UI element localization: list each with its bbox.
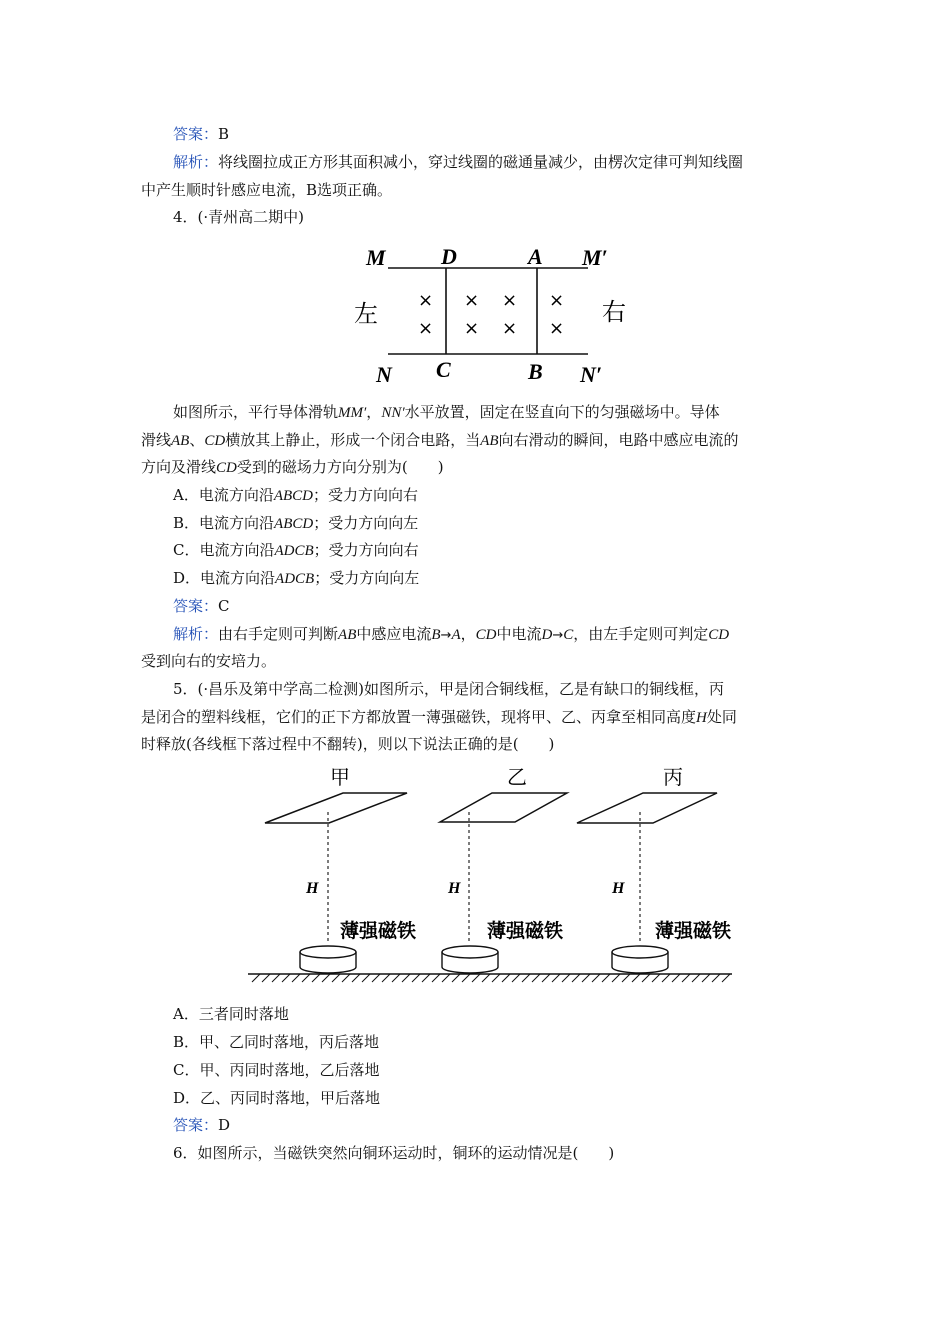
- q3-analysis-line1: [173, 152, 743, 172]
- q4-answer: [173, 596, 230, 616]
- label-n-prime: N′: [580, 362, 603, 385]
- q5-option-a: A．三者同时落地: [173, 1005, 289, 1023]
- magnet-label: 薄强磁铁: [340, 920, 417, 942]
- magnet-label: 薄强磁铁: [487, 920, 564, 942]
- label-b: B: [528, 359, 543, 384]
- frame-jia: [265, 793, 407, 823]
- q5-stem-line1: 5．(·昌乐及第中学高二检测)如图所示，甲是闭合铜线框，乙是有缺口的铜线框，丙: [173, 680, 725, 698]
- answer-label: 答案：: [173, 597, 219, 615]
- answer-value: D: [218, 1116, 231, 1134]
- q4-option-a: A．电流方向沿ABCD；受力方向向右: [173, 486, 419, 504]
- frame-bing: [577, 793, 717, 823]
- q5-option-c: C．甲、丙同时落地，乙后落地: [173, 1061, 380, 1079]
- q4-option-b: B．电流方向沿ABCD；受力方向向左: [173, 514, 419, 532]
- field-mark: ×: [549, 290, 565, 311]
- q4-option-d: D．电流方向沿ADCB；受力方向向左: [173, 569, 420, 587]
- frame-yi: [440, 793, 567, 822]
- height-label: H: [306, 880, 319, 897]
- answer-label: 答案：: [173, 1116, 219, 1134]
- height-label: H: [448, 880, 461, 897]
- q4-analysis-line2: 受到向右的安培力。: [141, 652, 277, 670]
- q6-stem: 6．如图所示，当磁铁突然向铜环运动时，铜环的运动情况是( ): [173, 1144, 615, 1162]
- magnet-label: 薄强磁铁: [655, 920, 732, 942]
- analysis-label: 解析：: [173, 153, 219, 171]
- answer-label: 答案：: [173, 125, 219, 143]
- q4-header: 4．(·青州高二期中): [173, 208, 305, 226]
- q5-answer: [173, 1115, 230, 1135]
- falling-frames-figure: [240, 760, 740, 992]
- q4-stem-line3: 方向及滑线CD受到的磁场力方向分别为( ): [141, 458, 444, 476]
- rail-figure: [350, 240, 640, 385]
- magnetic-field-marks: [418, 290, 564, 339]
- label-c: C: [436, 357, 451, 382]
- q5-stem-line3: 时释放(各线框下落过程中不翻转)，则以下说法正确的是( ): [141, 735, 555, 753]
- field-mark: ×: [464, 290, 480, 311]
- field-mark: ×: [418, 290, 434, 311]
- label-a: A: [528, 244, 543, 269]
- field-mark: ×: [502, 290, 518, 311]
- label-d: D: [441, 244, 457, 269]
- label-jia: 甲: [330, 765, 350, 789]
- answer-value: C: [218, 597, 230, 615]
- label-right: 右: [602, 298, 626, 326]
- analysis-text: 将线圈拉成正方形其面积减小，穿过线圈的磁通量减少，由楞次定律可判知线圈: [218, 153, 744, 171]
- q5-option-b: B．甲、乙同时落地，丙后落地: [173, 1033, 380, 1051]
- q5-option-d: D．乙、丙同时落地，甲后落地: [173, 1089, 381, 1107]
- field-mark: ×: [418, 318, 434, 339]
- label-n: N: [376, 362, 392, 385]
- label-m-prime: M′: [582, 245, 608, 270]
- q3-answer: [173, 124, 229, 144]
- label-bing: 丙: [663, 765, 683, 789]
- field-mark: ×: [502, 318, 518, 339]
- label-yi: 乙: [507, 765, 527, 789]
- q5-stem-line2: 是闭合的塑料线框，它们的正下方都放置一薄强磁铁，现将甲、乙、丙拿至相同高度H处同: [141, 708, 737, 726]
- ground-hatching: [252, 974, 730, 982]
- q4-analysis-line1: 解析：由右手定则可判断AB中感应电流B→A，CD中电流D→C，由左手定则可判定CD: [173, 625, 730, 643]
- q4-option-c: C．电流方向沿ADCB；受力方向向右: [173, 541, 419, 559]
- q4-stem-line2: 滑线AB、CD横放其上静止，形成一个闭合电路，当AB向右滑动的瞬间，电路中感应电流的: [141, 431, 739, 449]
- answer-value: B: [218, 125, 230, 143]
- field-mark: ×: [549, 318, 565, 339]
- height-label: H: [612, 880, 625, 897]
- q3-analysis-line2: 中产生顺时针感应电流，B选项正确。: [141, 181, 393, 199]
- label-left: 左: [354, 300, 378, 328]
- field-mark: ×: [464, 318, 480, 339]
- analysis-label: 解析：: [173, 625, 219, 643]
- label-m: M: [366, 245, 386, 270]
- q4-stem-line1: 如图所示，平行导体滑轨MM′，NN′水平放置，固定在竖直向下的匀强磁场中。导体: [173, 403, 720, 421]
